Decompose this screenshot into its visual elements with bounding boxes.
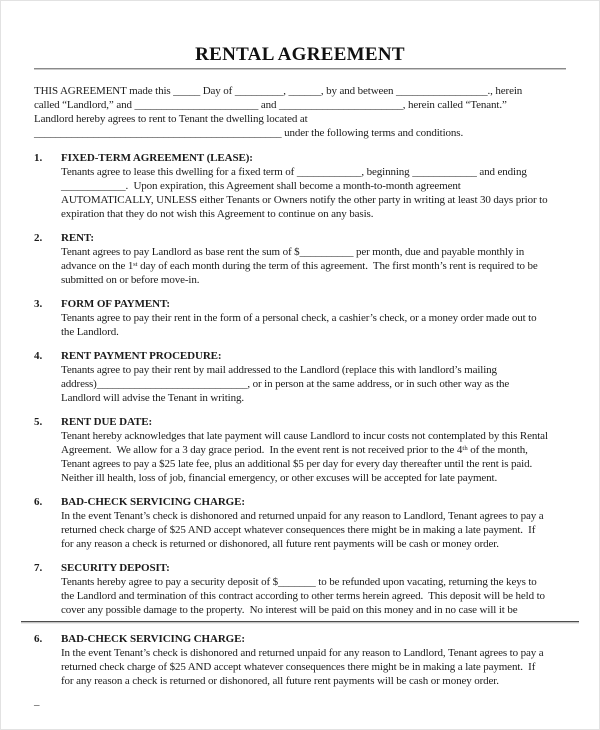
- section-heading: RENT DUE DATE:: [61, 416, 153, 428]
- section-heading: BAD-CHECK SERVICING CHARGE:: [61, 633, 245, 645]
- text-line: advance on the 1ˢᵗ day of each month during the term of this agreement. The first month’s rent is required to be: [61, 260, 538, 272]
- section-rent-payment-procedure: [34, 349, 566, 405]
- section-body: [61, 297, 566, 339]
- section-number: 2.: [34, 232, 43, 244]
- section-number: 6.: [34, 496, 43, 508]
- text-line: returned check charge of $25 AND accept whatever consequences there might be in making a late payment. If: [61, 661, 536, 673]
- section-body: [61, 561, 566, 617]
- text-line: address)____________________________, or in person at the same address, or in such other way as the: [61, 378, 510, 390]
- section-number: 5.: [34, 416, 43, 428]
- intro-paragraph: [34, 84, 566, 140]
- section-form-of-payment: [34, 297, 566, 339]
- section-body: [61, 231, 566, 287]
- section-heading: FIXED-TERM AGREEMENT (LEASE):: [61, 152, 253, 164]
- section-number: 1.: [34, 152, 43, 164]
- page-break-line: [21, 621, 579, 622]
- section-body: [61, 415, 566, 485]
- section-security-deposit: [34, 561, 566, 617]
- text-line: Neither ill health, loss of job, financial emergency, or other excuses will be accepted for late payment.: [61, 472, 498, 484]
- section-number: 4.: [34, 350, 43, 362]
- section-rent-due-date: [34, 415, 566, 485]
- section-bad-check-servicing-charge: [34, 495, 566, 551]
- section-heading: SECURITY DEPOSIT:: [61, 562, 170, 574]
- text-line: expiration that they do not wish this Agreement to continue on any basis.: [61, 208, 374, 220]
- text-line: AUTOMATICALLY, UNLESS either Tenants or Owners notify the other party in writing at least 30 days prior to: [61, 194, 548, 206]
- text-line: Landlord hereby agrees to rent to Tenant the dwelling located at: [34, 113, 308, 125]
- document-title: RENTAL AGREEMENT: [195, 44, 405, 65]
- section-number: 6.: [34, 633, 43, 645]
- section-number: 3.: [34, 298, 43, 310]
- section-body: [61, 349, 566, 405]
- text-line: Tenants agree to pay their rent in the form of a personal check, a cashier’s check, or a money order made out to: [61, 312, 537, 324]
- text-line: the Landlord and termination of this contract according to other terms herein agreed. This deposit will be held to: [61, 590, 545, 602]
- section-body: [61, 632, 566, 688]
- section-heading: RENT:: [61, 232, 94, 244]
- text-line: called “Landlord,” and _______________________ and _______________________, herein called “Tenant.”: [34, 99, 507, 111]
- section-body: [61, 151, 566, 221]
- text-line: for any reason a check is returned or dishonored, all future rent payments will be cash or money order.: [61, 675, 499, 687]
- text-line: In the event Tenant’s check is dishonored and returned unpaid for any reason to Landlord, Tenant agrees to pay a: [61, 647, 544, 659]
- title-rule: [34, 68, 566, 70]
- text-line: Tenant agrees to pay a $25 late fee, plus an additional $5 per day for every day thereafter until the rent is paid.: [61, 458, 533, 470]
- text-line: Tenants agree to lease this dwelling for a fixed term of ____________, beginning ____________ and ending: [61, 166, 527, 178]
- section-bad-check-servicing-charge-repeat: [34, 632, 566, 688]
- text-line: In the event Tenant’s check is dishonored and returned unpaid for any reason to Landlord, Tenant agrees to pay a: [61, 510, 544, 522]
- section-heading: RENT PAYMENT PROCEDURE:: [61, 350, 222, 362]
- footer-dash-mark: –: [34, 699, 40, 711]
- section-heading: BAD-CHECK SERVICING CHARGE:: [61, 496, 245, 508]
- section-rent: [34, 231, 566, 287]
- section-body: [61, 495, 566, 551]
- text-line: the Landlord.: [61, 326, 119, 338]
- text-line: returned check charge of $25 AND accept whatever consequences there might be in making a late payment. If: [61, 524, 536, 536]
- text-line: ______________________________________________ under the following terms and conditions.: [34, 127, 464, 139]
- text-line: Tenant hereby acknowledges that late payment will cause Landlord to incur costs not contemplated by this Rental: [61, 430, 548, 442]
- text-line: for any reason a check is returned or dishonored, all future rent payments will be cash or money order.: [61, 538, 499, 550]
- text-line: submitted on or before move-in.: [61, 274, 200, 286]
- text-line: Tenant agrees to pay Landlord as base rent the sum of $__________ per month, due and payable monthly in: [61, 246, 525, 258]
- section-heading: FORM OF PAYMENT:: [61, 298, 170, 310]
- text-line: ____________. Upon expiration, this Agreement shall become a month-to-month agreement: [61, 180, 461, 192]
- text-line: Tenants hereby agree to pay a security deposit of $_______ to be refunded upon vacating, returning the keys to: [61, 576, 537, 588]
- text-line: Landlord will advise the Tenant in writing.: [61, 392, 244, 404]
- section-fixed-term-agreement: [34, 151, 566, 221]
- section-number: 7.: [34, 562, 43, 574]
- text-line: cover any possible damage to the property. No interest will be paid on this money and in no case will it be: [61, 604, 518, 616]
- text-line: THIS AGREEMENT made this _____ Day of _________, ______, by and between _________________., herein: [34, 85, 523, 97]
- text-line: Tenants agree to pay their rent by mail addressed to the Landlord (replace this with landlord’s mailing: [61, 364, 497, 376]
- text-line: Agreement. We allow for a 3 day grace period. In the event rent is not received prior to the 4ᵗʰ of the month,: [61, 444, 528, 456]
